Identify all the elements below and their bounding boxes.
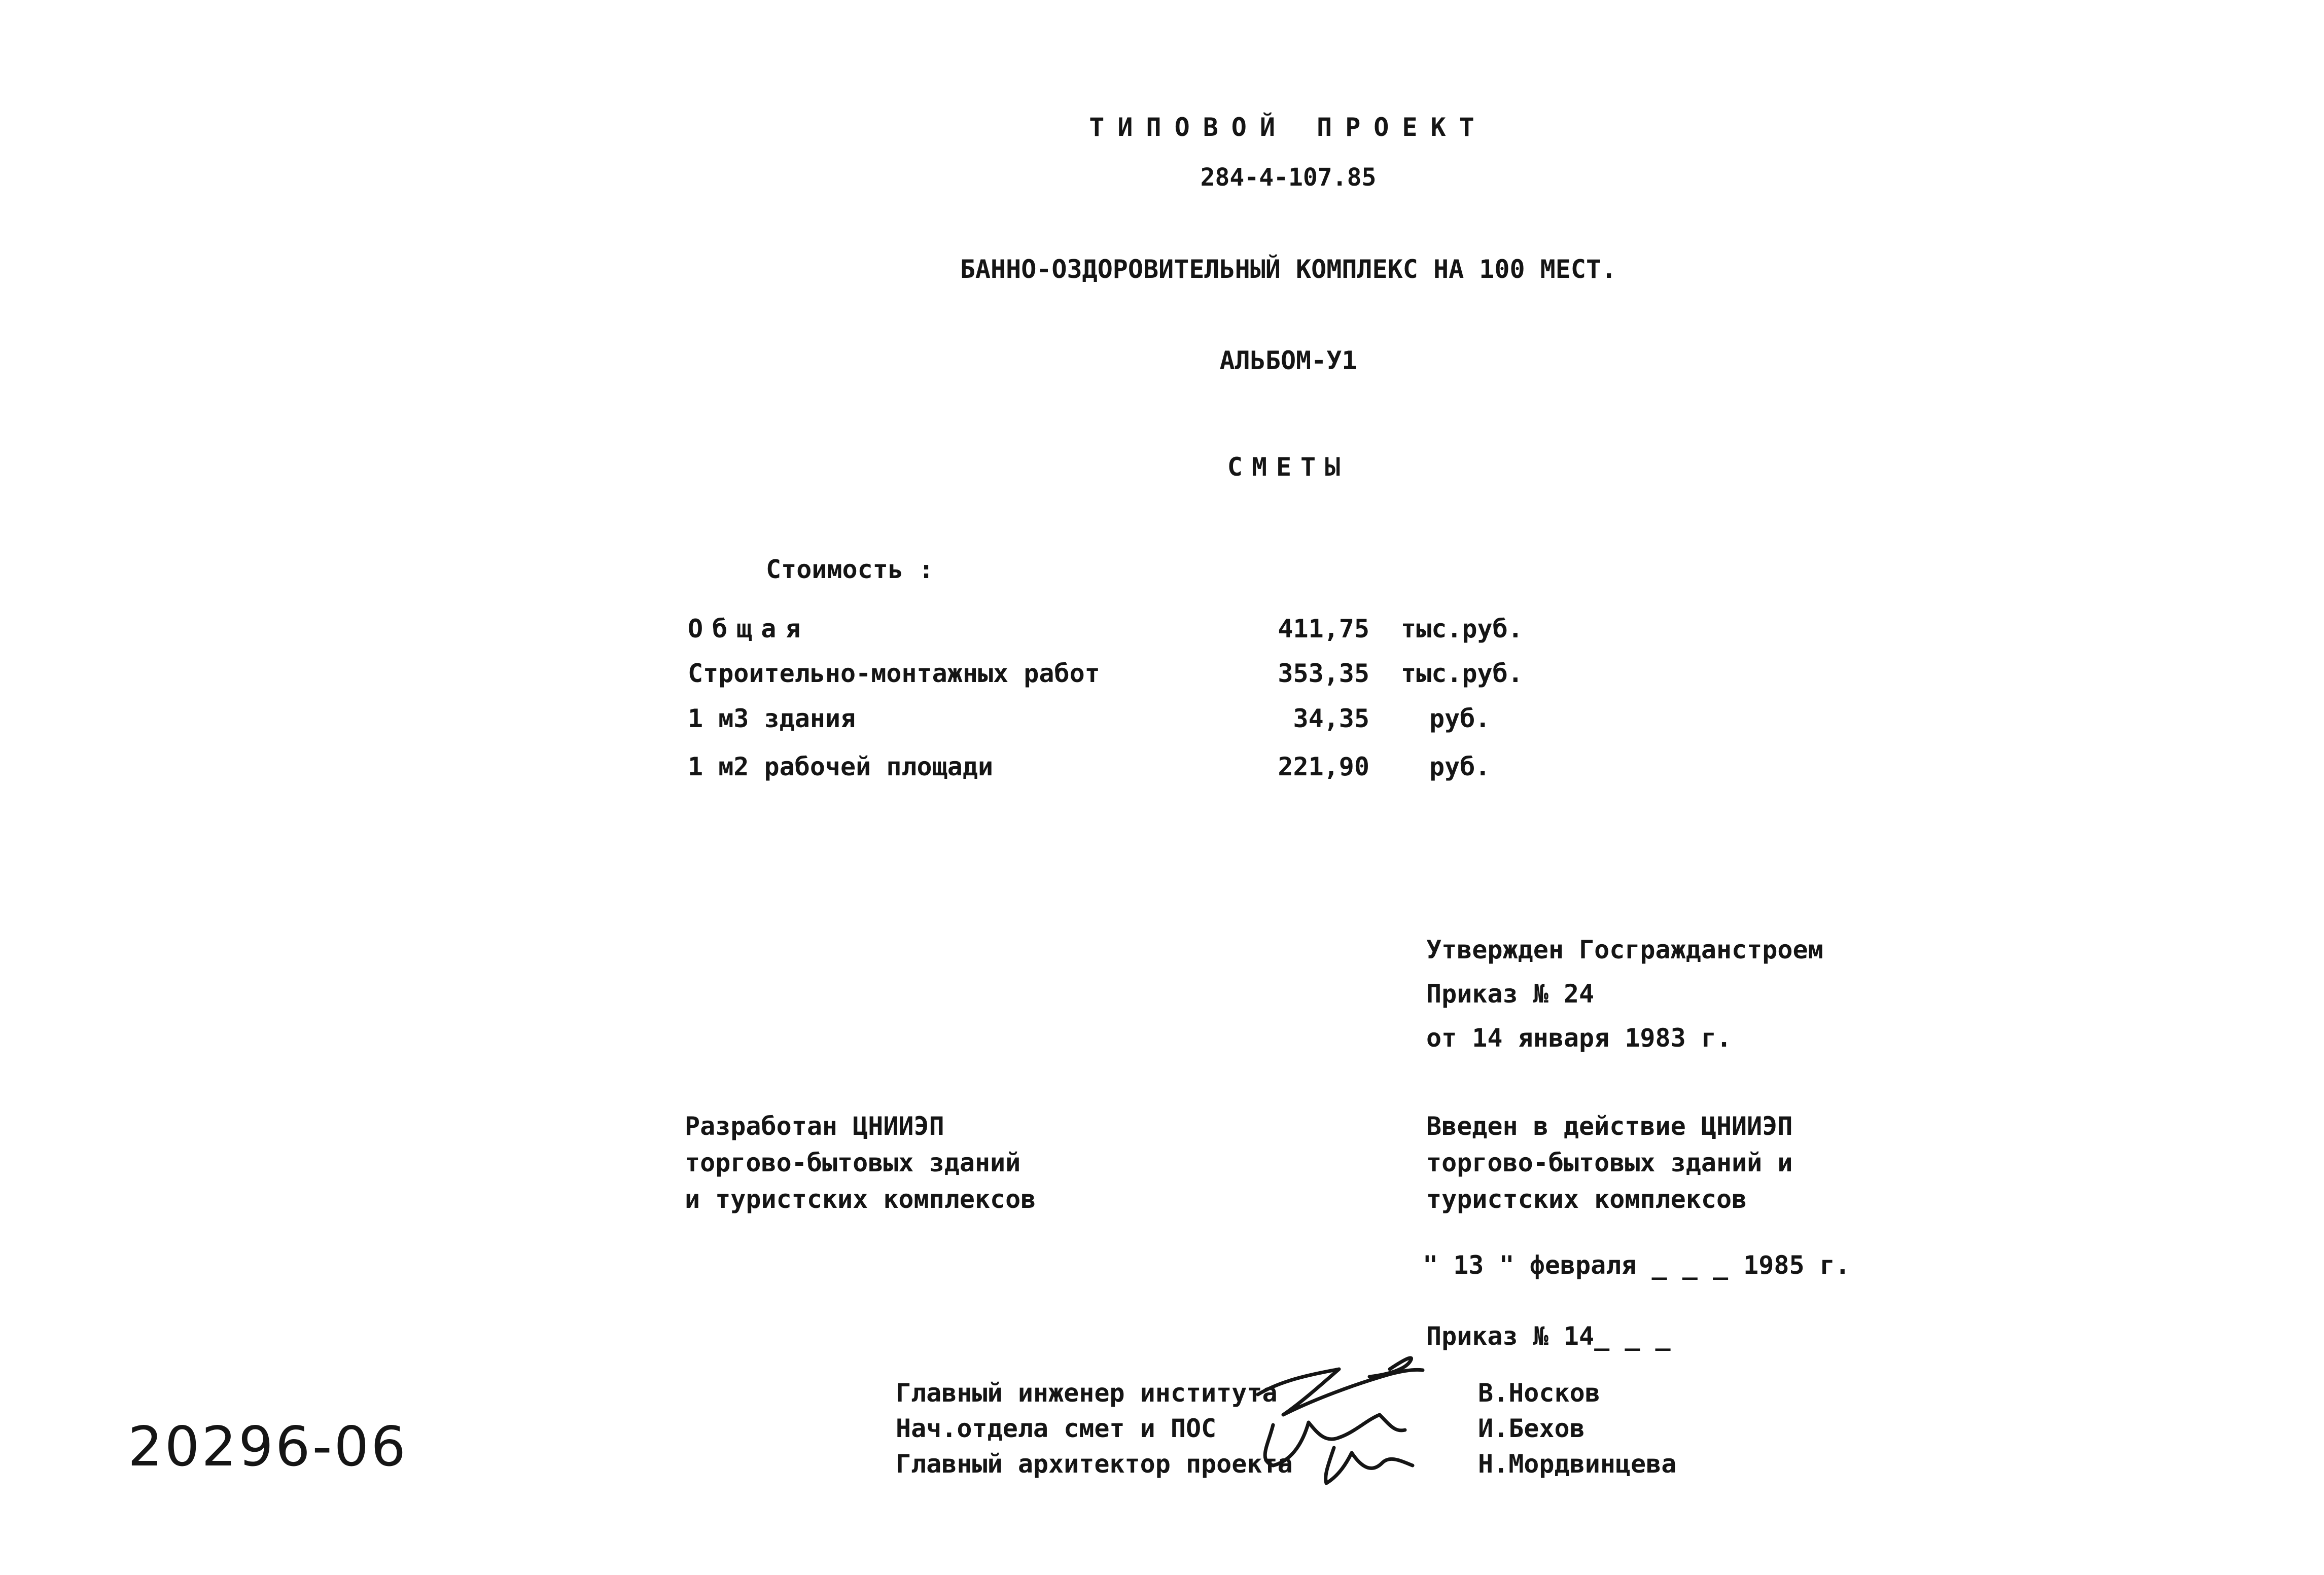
enactment-line: торгово-бытовых зданий и [1426, 1148, 1793, 1177]
enactment-line: Введен в действие ЦНИИЭП [1426, 1112, 1793, 1141]
cost-row-unit: тыс.руб. [1401, 614, 1523, 643]
signature-scribble [1326, 1448, 1413, 1483]
enactment-order: Приказ № 14_ _ _ [1426, 1321, 1671, 1351]
developer-line: и туристских комплексов [685, 1185, 1036, 1214]
document-title: ТИПОВОЙ ПРОЕКТ [1089, 113, 1488, 142]
project-name: БАННО-ОЗДОРОВИТЕЛЬНЫЙ КОМПЛЕКС НА 100 МЕСТ. [960, 255, 1617, 284]
signature-role: Главный архитектор проекта [896, 1449, 1293, 1479]
cost-row-value: 34,35 [1293, 704, 1369, 733]
signature-role: Нач.отдела смет и ПОС [896, 1414, 1217, 1443]
signature-scribble [1265, 1415, 1405, 1465]
handwritten-signatures [1238, 1339, 1501, 1491]
cost-row-unit: руб. [1429, 752, 1491, 781]
stamp-number: 20296-06 [128, 1415, 408, 1479]
album-label: АЛЬБОМ-У1 [1219, 346, 1357, 375]
developer-line: Разработан ЦНИИЭП [685, 1112, 944, 1141]
cost-row-unit: тыс.руб. [1401, 659, 1523, 688]
enactment-date: " 13 " февраля _ _ _ 1985 г. [1423, 1250, 1850, 1280]
cost-label: Стоимость : [766, 555, 934, 584]
approval-line: Утвержден Госгражданстроем [1426, 935, 1823, 964]
signature-role: Главный инженер института [896, 1378, 1278, 1408]
signature-name: И.Бехов [1478, 1414, 1585, 1443]
signature-scribble [1258, 1358, 1423, 1415]
cost-row-name: 1 м2 рабочей площади [688, 752, 994, 781]
signature-name: В.Носков [1478, 1378, 1600, 1408]
cost-row-name: Общая [688, 614, 810, 643]
cost-row-name: 1 м3 здания [688, 704, 856, 733]
approval-line: от 14 января 1983 г. [1426, 1023, 1732, 1053]
signature-name: Н.Мордвинцева [1478, 1449, 1677, 1479]
cost-row-name: Строительно-монтажных работ [688, 659, 1100, 688]
project-number: 284-4-107.85 [1200, 163, 1377, 192]
approval-line: Приказ № 24 [1426, 979, 1595, 1009]
cost-row-unit: руб. [1429, 704, 1491, 733]
cost-row-value: 221,90 [1278, 752, 1369, 781]
section-title: СМЕТЫ [1227, 452, 1350, 482]
cost-row-value: 353,35 [1278, 659, 1369, 688]
cost-row-value: 411,75 [1278, 614, 1369, 643]
developer-line: торгово-бытовых зданий [685, 1148, 1021, 1177]
enactment-line: туристских комплексов [1426, 1185, 1747, 1214]
